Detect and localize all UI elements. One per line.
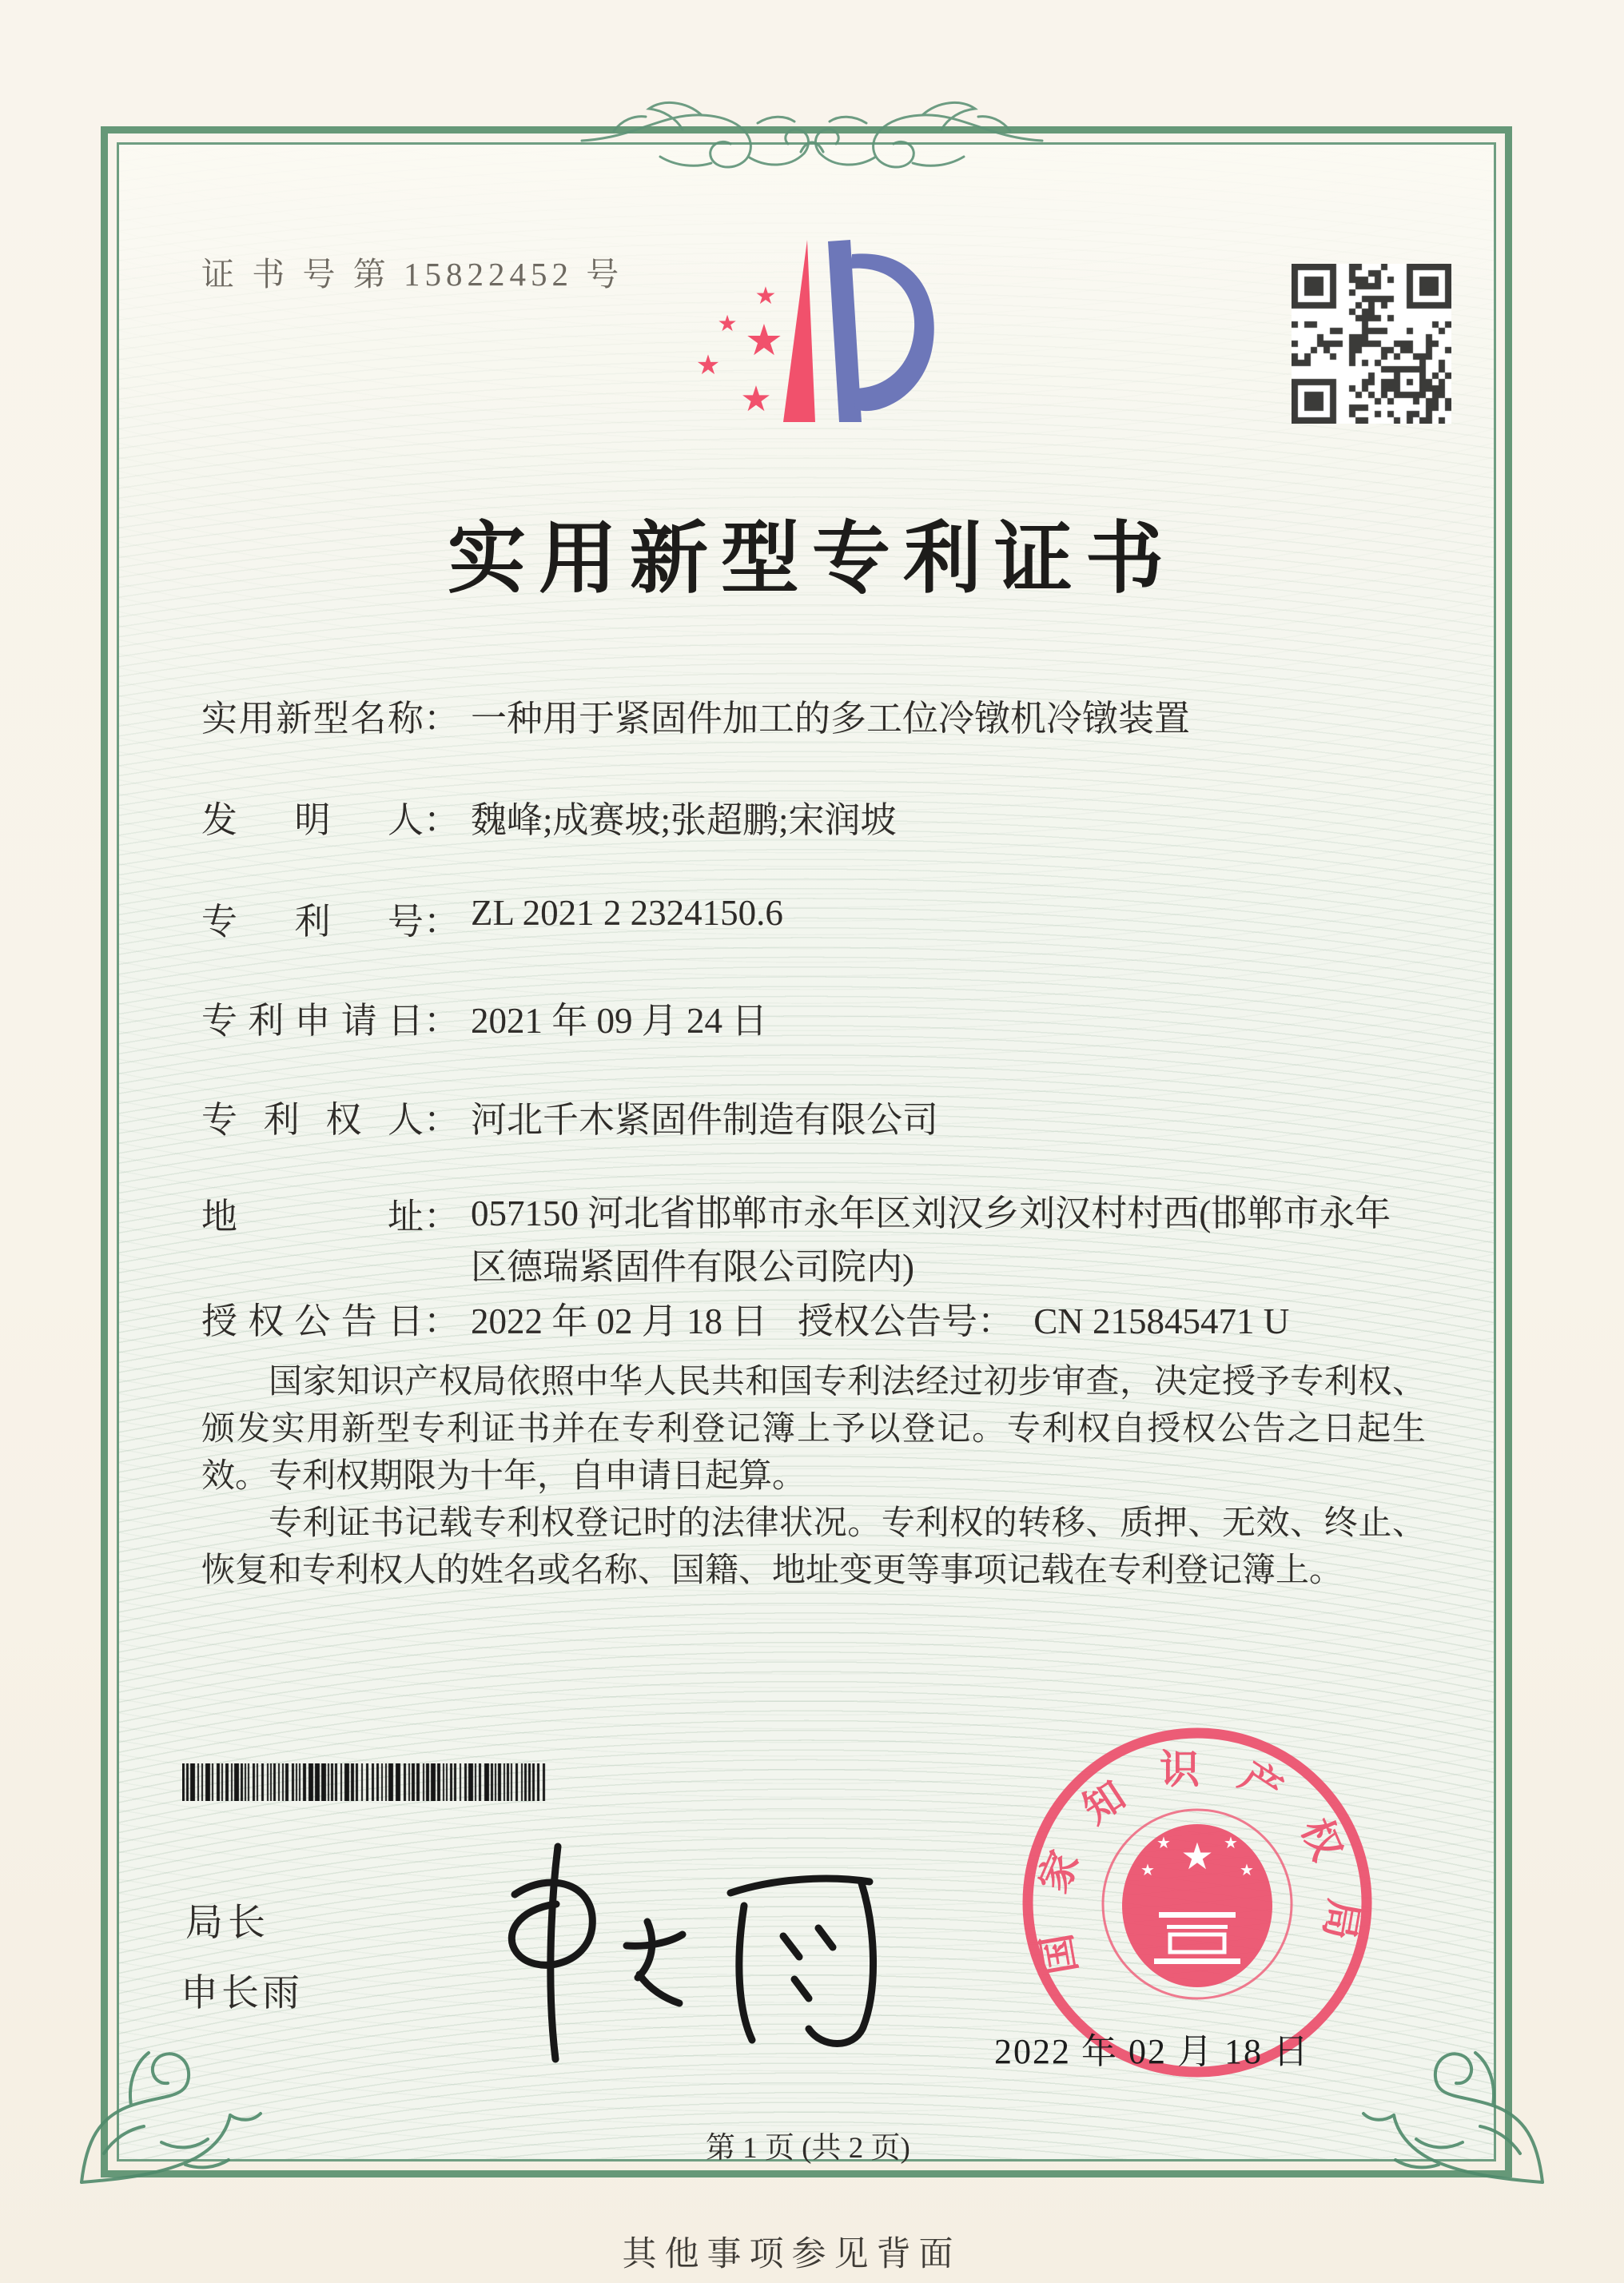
field-utility-model-name bbox=[201, 689, 1190, 741]
field-colon: ： bbox=[424, 699, 460, 739]
page-number-info: 第 1 页 (共 2 页) bbox=[705, 2132, 910, 2165]
field-label: 授权公告号 bbox=[798, 1301, 978, 1341]
legal-paragraph: 专利证书记载专利权登记时的法律状况。专利权的转移、质押、无效、终止、恢复和专利权人的姓名或名称、国籍、地址变更等事项记载在专利登记簿上。 bbox=[201, 1505, 1426, 1589]
logo-red-wedge bbox=[783, 240, 815, 422]
field-grant-number bbox=[798, 1292, 1289, 1344]
svg-text:★: ★ bbox=[1156, 1833, 1171, 1852]
svg-text:★: ★ bbox=[744, 315, 784, 365]
svg-text:★: ★ bbox=[754, 282, 777, 310]
certificate-barcode bbox=[182, 1763, 547, 1801]
logo-stars bbox=[696, 282, 783, 420]
field-label: 专利号 bbox=[201, 902, 424, 942]
field-label: 实用新型名称 bbox=[201, 699, 424, 739]
field-label: 专利申请日 bbox=[201, 1001, 424, 1041]
svg-text:★: ★ bbox=[695, 349, 721, 381]
logo-blue-p-bowl bbox=[850, 253, 934, 411]
director-signature-handwriting bbox=[438, 1824, 894, 2072]
qr-code bbox=[1292, 264, 1451, 424]
field-address bbox=[201, 1187, 1422, 1294]
field-filing-date bbox=[201, 991, 767, 1043]
cnipa-patent-logo-icon bbox=[686, 230, 941, 446]
legal-text-block bbox=[201, 1359, 1426, 1595]
field-colon: ： bbox=[424, 1001, 460, 1041]
field-colon: ： bbox=[424, 902, 460, 942]
field-colon: ： bbox=[424, 1100, 460, 1140]
bottom-left-flourish-ornament bbox=[66, 1997, 265, 2197]
field-value: ZL 2021 2 2324150.6 bbox=[471, 893, 783, 933]
field-colon: ： bbox=[424, 1197, 460, 1237]
field-value: CN 215845471 U bbox=[1033, 1301, 1290, 1341]
svg-text:★: ★ bbox=[740, 379, 772, 420]
field-patent-number bbox=[201, 892, 783, 944]
svg-text:★: ★ bbox=[717, 310, 738, 337]
field-grant-announcement bbox=[201, 1292, 1290, 1344]
legal-paragraph: 国家知识产权局依照中华人民共和国专利法经过初步审查，决定授予专利权、颁发实用新型专利证书并在专利登记簿上予以登记。专利权自授权公告之日起生效。专利权期限为十年，自申请日起算。 bbox=[201, 1364, 1426, 1495]
field-inventors bbox=[201, 791, 897, 843]
svg-text:★: ★ bbox=[1224, 1833, 1238, 1852]
field-value: 一种用于紧固件加工的多工位冷镦机冷镦装置 bbox=[471, 699, 1191, 739]
seal-national-emblem bbox=[1103, 1810, 1292, 1998]
svg-text:★: ★ bbox=[1180, 1835, 1214, 1878]
field-value: 2021 年 09 月 24 日 bbox=[471, 1001, 768, 1041]
see-reverse-note: 其他事项参见背面 bbox=[622, 2236, 961, 2273]
svg-text:★: ★ bbox=[1240, 1860, 1254, 1879]
field-label: 专利权人 bbox=[201, 1100, 424, 1140]
field-value: 河北千木紧固件制造有限公司 bbox=[471, 1100, 939, 1140]
field-label: 地址 bbox=[201, 1197, 424, 1237]
seal-agency-text: 国家知识产权局 bbox=[1028, 1747, 1367, 1978]
field-label: 发明人 bbox=[201, 800, 424, 840]
field-colon: ： bbox=[424, 800, 460, 840]
certificate-title: 实用新型专利证书 bbox=[447, 516, 1177, 603]
top-center-flourish-ornament bbox=[564, 90, 1060, 193]
field-value: 2022 年 02 月 18 日 bbox=[471, 1301, 768, 1341]
field-value: 魏峰;成赛坡;张超鹏;宋润坡 bbox=[471, 800, 897, 840]
svg-text:★: ★ bbox=[1140, 1860, 1155, 1879]
field-colon: ： bbox=[424, 1301, 460, 1341]
field-patentee bbox=[201, 1090, 938, 1142]
director-title-label: 局长 bbox=[185, 1902, 270, 1944]
director-name: 申长雨 bbox=[181, 1973, 303, 2014]
field-colon: ： bbox=[977, 1301, 1014, 1341]
field-value: 057150 河北省邯郸市永年区刘汉乡刘汉村村西(邯郸市永年区德瑞紧固件有限公司院内) bbox=[471, 1193, 1391, 1287]
seal-date: 2022 年 02 月 18 日 bbox=[994, 2032, 1310, 2071]
field-label: 授权公告日 bbox=[201, 1301, 424, 1341]
certificate-number: 证 书 号 第 15822452 号 bbox=[201, 256, 624, 293]
